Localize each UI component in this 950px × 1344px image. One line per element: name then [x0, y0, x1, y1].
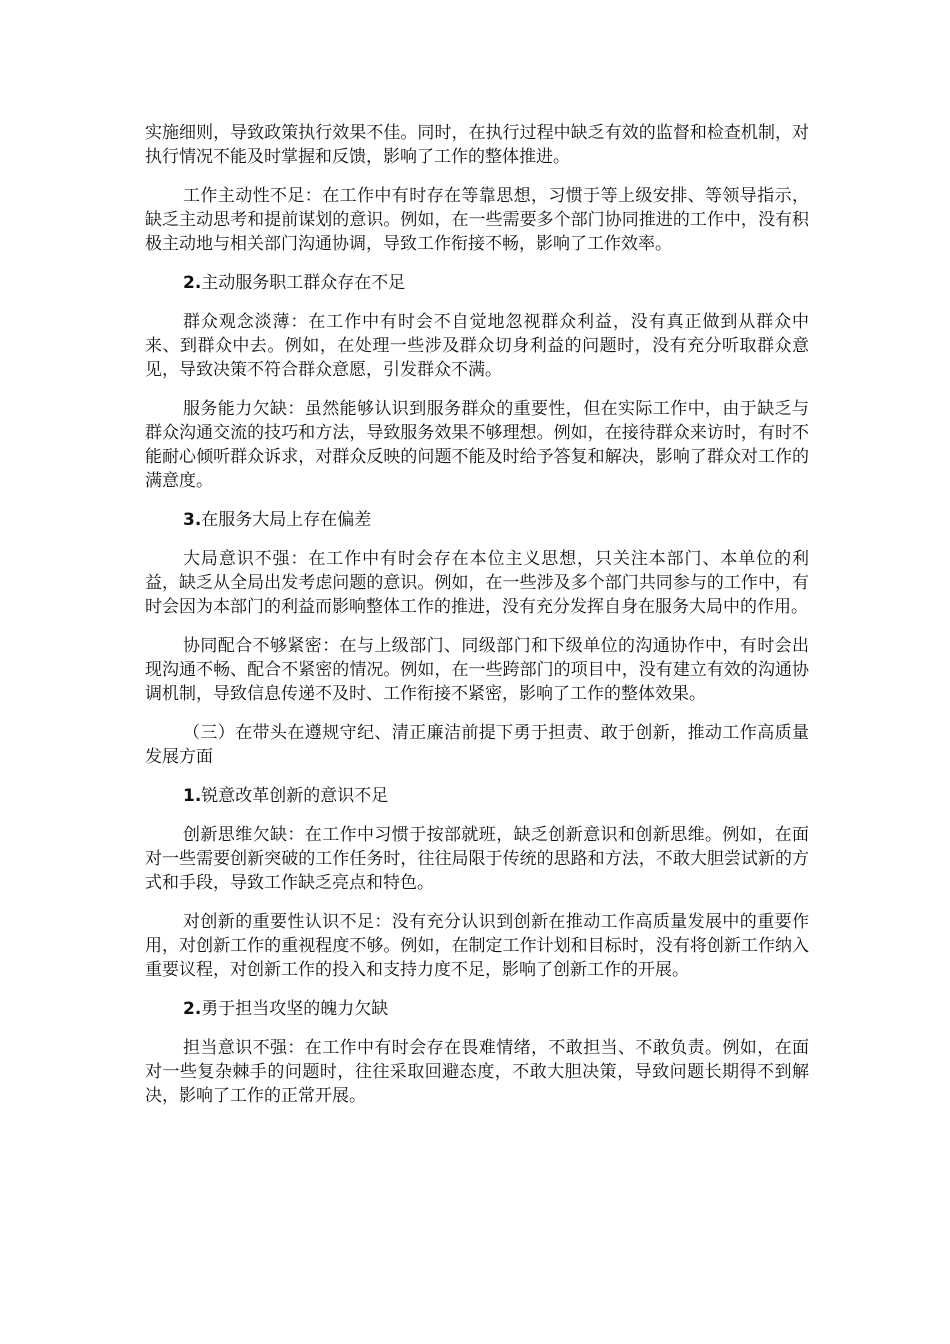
subheading-text: 主动服务职工群众存在不足: [201, 273, 406, 293]
subheading-2-service: [145, 271, 809, 295]
paragraph-coordination: 协同配合不够紧密：在与上级部门、同级部门和下级单位的沟通协作中，有时会出现沟通不畅、配合不紧密的情况。例如，在一些跨部门的项目中，没有建立有效的沟通协调机制，导致信息传递不及时、工作衔接不紧密，影响了工作的整体效果。: [145, 636, 809, 704]
paragraph-work-initiative: 工作主动性不足：在工作中有时存在等靠思想，习惯于等上级安排、等领导指示，缺乏主动思考和提前谋划的意识。例如，在一些需要多个部门协同推进的工作中，没有积极主动地与相关部门沟通协调，导致工作衔接不畅，影响了工作效率。: [145, 186, 809, 254]
section-heading-3: （三）在带头在遵规守纪、清正廉洁前提下勇于担责、敢于创新，推动工作高质量发展方面: [145, 723, 809, 767]
subheading-number: 2.: [183, 273, 202, 293]
subheading-2-responsibility: [145, 997, 809, 1021]
paragraph-mass-concept: 群众观念淡薄：在工作中有时会不自觉地忽视群众利益，没有真正做到从群众中来、到群众中去。例如，在处理一些涉及群众切身利益的问题时，没有充分听取群众意见，导致决策不符合群众意愿，引发群众不满。: [145, 312, 809, 380]
subheading-number: 1.: [183, 786, 202, 806]
paragraph-responsibility: 担当意识不强：在工作中有时会存在畏难情绪，不敢担当、不敢负责。例如，在面对一些复杂棘手的问题时，往往采取回避态度，不敢大胆决策，导致问题长期得不到解决，影响了工作的正常开展。: [145, 1038, 809, 1106]
paragraph-innovative-thinking: 创新思维欠缺：在工作中习惯于按部就班，缺乏创新意识和创新思维。例如，在面对一些需要创新突破的工作任务时，往往局限于传统的思路和方法，不敢大胆尝试新的方式和手段，导致工作缺乏亮点和特色。: [145, 825, 809, 893]
subheading-text: 勇于担当攻坚的魄力欠缺: [201, 999, 389, 1019]
paragraph-innovation-importance: 对创新的重要性认识不足：没有充分认识到创新在推动工作高质量发展中的重要作用，对创新工作的重视程度不够。例如，在制定工作计划和目标时，没有将创新工作纳入重要议程，对创新工作的投入和支持力度不足，影响了创新工作的开展。: [145, 912, 809, 980]
subheading-number: 2.: [183, 999, 202, 1019]
subheading-text: 锐意改革创新的意识不足: [201, 786, 389, 806]
document-body: [145, 121, 809, 1123]
paragraph-service-ability: 服务能力欠缺：虽然能够认识到服务群众的重要性，但在实际工作中，由于缺乏与群众沟通交流的技巧和方法，导致服务效果不够理想。例如，在接待群众来访时，有时不能耐心倾听群众诉求，对群众反映的问题不能及时给予答复和解决，影响了群众对工作的满意度。: [145, 399, 809, 491]
subheading-3-overall: [145, 508, 809, 532]
paragraph-overall-awareness: 大局意识不强：在工作中有时会存在本位主义思想，只关注本部门、本单位的利益，缺乏从全局出发考虑问题的意识。例如，在一些涉及多个部门共同参与的工作中，有时会因为本部门的利益而影响整体工作的推进，没有充分发挥自身在服务大局中的作用。: [145, 549, 809, 617]
subheading-text: 在服务大局上存在偏差: [201, 510, 372, 530]
paragraph-continuation: 实施细则，导致政策执行效果不佳。同时，在执行过程中缺乏有效的监督和检查机制，对执行情况不能及时掌握和反馈，影响了工作的整体推进。: [145, 123, 809, 167]
subheading-1-innovation: [145, 784, 809, 808]
subheading-number: 3.: [183, 510, 202, 530]
